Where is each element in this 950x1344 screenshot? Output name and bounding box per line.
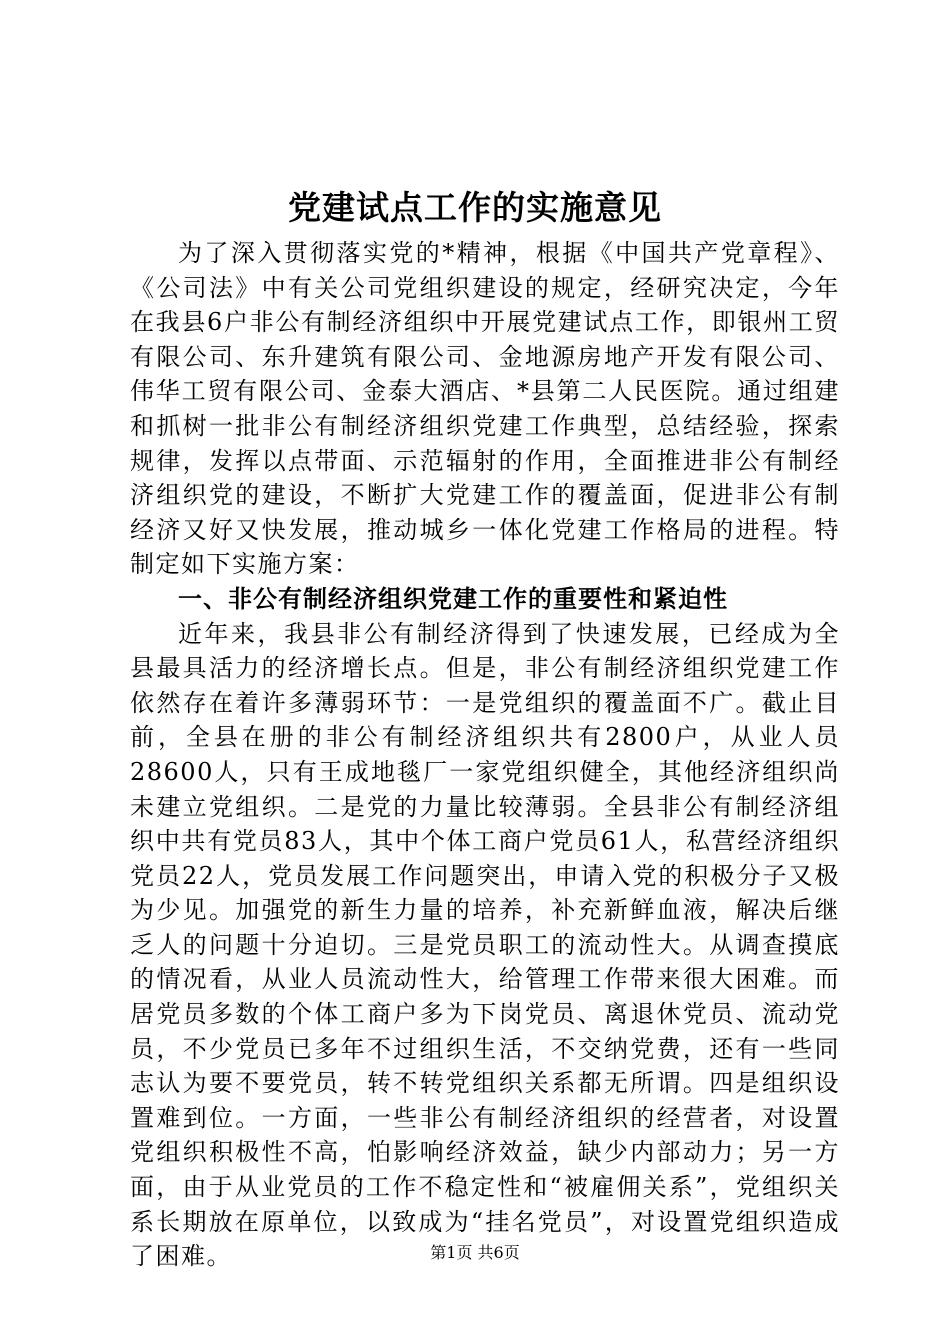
document-title: 党建试点工作的实施意见: [288, 188, 662, 227]
intro-paragraph: 为了深入贯彻落实党的*精神，根据《中国共产党章程》、《公司法》中有关公司党组织建设的规定，经研究决定，今年在我县6户非公有制经济组织中开展党建试点工作，即银州工贸有限公司、东升建筑有限公司、金地源房地产开发有限公司、伟华工贸有限公司、金泰大酒店、*县第二人民医院。通过组建和抓树一批非公有制经济组织党建工作典型，总结经验，探索规律，发挥以点带面、示范辐射的作用，全面推进非公有制经济组织党的建设，不断扩大党建工作的覆盖面，促进非公有制经济又好又快发展，推动城乡一体化党建工作格局的进程。特制定如下实施方案：: [130, 239, 840, 579]
document-body: [130, 236, 840, 1274]
page-footer: 第1页 共6页: [430, 1243, 520, 1262]
section-paragraph: 近年来，我县非公有制经济得到了快速发展，已经成为全县最具活力的经济增长点。但是，非公有制经济组织党建工作依然存在着许多薄弱环节：一是党组织的覆盖面不广。截止目前，全县在册的非公有制经济组织共有2800户，从业人员28600人，只有王成地毯厂一家党组织健全，其他经济组织尚未建立党组织。二是党的力量比较薄弱。全县非公有制经济组织中共有党员83人，其中个体工商户党员61人，私营经济组织党员22人，党员发展工作问题突出，申请入党的积极分子又极为少见。加强党的新生力量的培养，补充新鲜血液，解决后继乏人的问题十分迫切。三是党员职工的流动性大。从调查摸底的情况看，从业人员流动性大，给管理工作带来很大困难。而居党员多数的个体工商户多为下岗党员、离退休党员、流动党员，不少党员已多年不过组织生活，不交纳党费，还有一些同志认为要不要党员，转不转党组织关系都无所谓。四是组织设置难到位。一方面，一些非公有制经济组织的经营者，对设置党组织积极性不高，怕影响经济效益，缺少内部动力；另一方面，由于从业党员的工作不稳定性和“被雇佣关系”，党组织关系长期放在原单位，以致成为“挂名党员”，对设置党组织造成了困难。: [130, 619, 840, 1271]
section-heading: 一、非公有制经济组织党建工作的重要性和紧迫性: [178, 584, 728, 613]
